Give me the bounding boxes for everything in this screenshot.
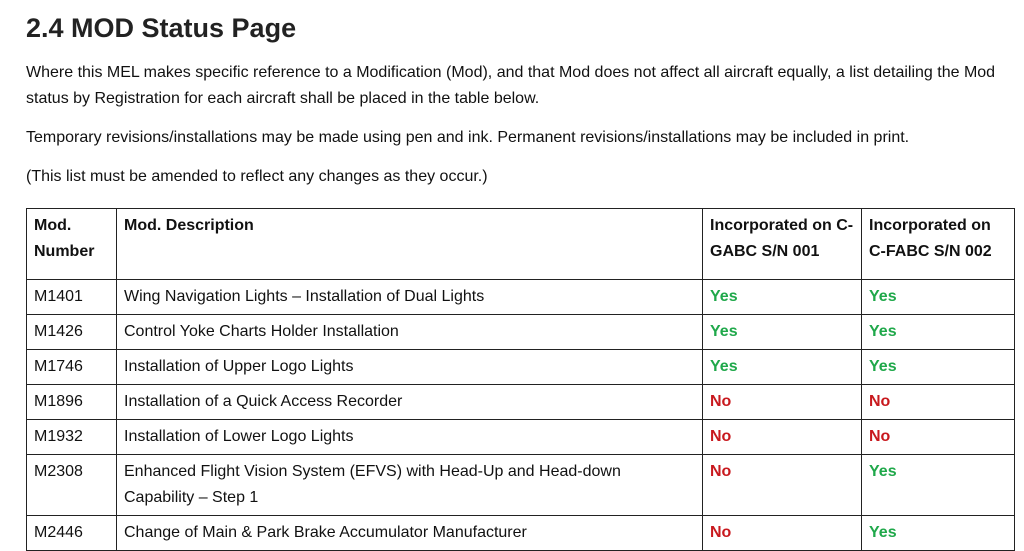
table-row bbox=[27, 350, 1015, 385]
aircraft-2-status: No bbox=[862, 420, 1015, 455]
table-header-row bbox=[27, 209, 1015, 280]
mod-number-cell: M2446 bbox=[27, 516, 117, 551]
header-mod-number: Mod. Number bbox=[27, 209, 117, 280]
table-row bbox=[27, 516, 1015, 551]
table-row bbox=[27, 420, 1015, 455]
mod-description-cell: Control Yoke Charts Holder Installation bbox=[117, 315, 703, 350]
header-aircraft-1: Incorporated on C-GABC S/N 001 bbox=[703, 209, 862, 280]
table-row bbox=[27, 455, 1015, 516]
aircraft-1-status: Yes bbox=[703, 280, 862, 315]
aircraft-2-status: Yes bbox=[862, 280, 1015, 315]
mod-number-cell: M1746 bbox=[27, 350, 117, 385]
aircraft-2-status: Yes bbox=[862, 516, 1015, 551]
mod-description-cell: Installation of Upper Logo Lights bbox=[117, 350, 703, 385]
aircraft-2-status: No bbox=[862, 385, 1015, 420]
mod-description-cell: Installation of Lower Logo Lights bbox=[117, 420, 703, 455]
mod-description-cell: Wing Navigation Lights – Installation of Dual Lights bbox=[117, 280, 703, 315]
mod-number-cell: M1401 bbox=[27, 280, 117, 315]
aircraft-2-status: Yes bbox=[862, 315, 1015, 350]
aircraft-1-status: No bbox=[703, 420, 862, 455]
table-row bbox=[27, 315, 1015, 350]
mod-number-cell: M2308 bbox=[27, 455, 117, 516]
aircraft-2-status: Yes bbox=[862, 455, 1015, 516]
revisions-paragraph: Temporary revisions/installations may be made using pen and ink. Permanent revisions/installations may be included in print. bbox=[26, 129, 910, 146]
note-paragraph: (This list must be amended to reflect any changes as they occur.) bbox=[26, 168, 488, 185]
table-row bbox=[27, 385, 1015, 420]
mod-description-cell: Enhanced Flight Vision System (EFVS) with Head-Up and Head-down Capability – Step 1 bbox=[117, 455, 703, 516]
page-title: 2.4 MOD Status Page bbox=[26, 13, 297, 43]
mod-description-cell: Installation of a Quick Access Recorder bbox=[117, 385, 703, 420]
mod-description-cell: Change of Main & Park Brake Accumulator Manufacturer bbox=[117, 516, 703, 551]
aircraft-1-status: No bbox=[703, 516, 862, 551]
aircraft-1-status: Yes bbox=[703, 315, 862, 350]
aircraft-1-status: No bbox=[703, 455, 862, 516]
header-mod-description: Mod. Description bbox=[117, 209, 703, 280]
mod-number-cell: M1932 bbox=[27, 420, 117, 455]
mod-number-cell: M1426 bbox=[27, 315, 117, 350]
header-aircraft-2: Incorporated on C-FABC S/N 002 bbox=[862, 209, 1015, 280]
mod-status-table bbox=[26, 208, 1015, 551]
aircraft-1-status: Yes bbox=[703, 350, 862, 385]
table-row bbox=[27, 280, 1015, 315]
aircraft-1-status: No bbox=[703, 385, 862, 420]
aircraft-2-status: Yes bbox=[862, 350, 1015, 385]
mod-number-cell: M1896 bbox=[27, 385, 117, 420]
intro-paragraph: Where this MEL makes specific reference to a Modification (Mod), and that Mod does not affect all aircraft equally, a list detailing the Mod status by Registration for each aircraft shall be placed in the table below. bbox=[26, 64, 996, 107]
